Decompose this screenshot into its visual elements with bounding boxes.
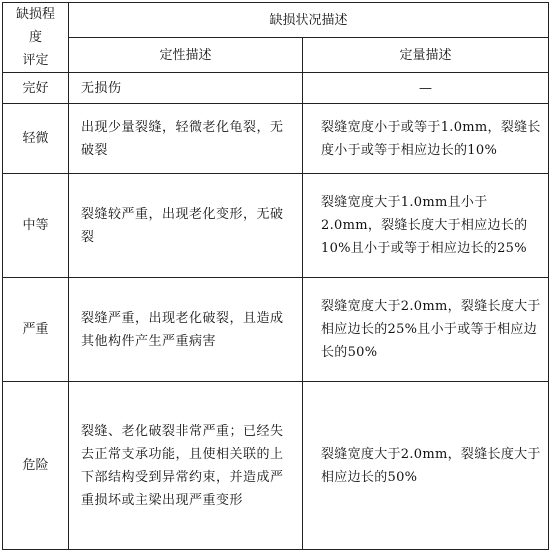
- header-grade-line2: 评定: [22, 53, 49, 68]
- header-row-top: [3, 3, 549, 38]
- grade-cell: 严重: [3, 278, 69, 382]
- quantitative-cell: 裂缝宽度大于1.0mm且小于2.0mm，裂缝长度大于相应边长的10%且小于或等于相应边长的25%: [303, 174, 549, 278]
- table-row: [3, 73, 549, 104]
- table-row: [3, 104, 549, 174]
- grade-cell: 轻微: [3, 104, 69, 174]
- table-row: [3, 382, 549, 550]
- qualitative-cell: 裂缝严重，出现老化破裂，且造成其他构件产生严重病害: [69, 278, 303, 382]
- header-description-group: 缺损状况描述: [69, 3, 549, 38]
- grade-cell: 危险: [3, 382, 69, 550]
- qualitative-cell: 无损伤: [69, 73, 303, 104]
- damage-grade-table: [2, 2, 549, 550]
- grade-cell: 中等: [3, 174, 69, 278]
- quantitative-cell: 裂缝宽度小于或等于1.0mm，裂缝长度小于或等于相应边长的10%: [303, 104, 549, 174]
- table-row: [3, 278, 549, 382]
- qualitative-cell: 裂缝较严重，出现老化变形，无破裂: [69, 174, 303, 278]
- quantitative-cell: 裂缝宽度大于2.0mm，裂缝长度大于相应边长的25%且小于或等于相应边长的50%: [303, 278, 549, 382]
- header-grade-cell: [3, 3, 69, 73]
- grade-cell: 完好: [3, 73, 69, 104]
- quantitative-cell: —: [303, 73, 549, 104]
- qualitative-cell: 裂缝、老化破裂非常严重；已经失去正常支承功能，且使相关联的上下部结构受到异常约束，并造成严重损坏或主梁出现严重变形: [69, 382, 303, 550]
- qualitative-cell: 出现少量裂缝，轻微老化龟裂，无破裂: [69, 104, 303, 174]
- header-quantitative: 定量描述: [303, 38, 549, 73]
- quantitative-cell: 裂缝宽度大于2.0mm，裂缝长度大于相应边长的50%: [303, 382, 549, 550]
- header-grade-line1: 缺损程度: [15, 7, 55, 45]
- header-qualitative: 定性描述: [69, 38, 303, 73]
- header-row-bottom: [3, 38, 549, 73]
- table-row: [3, 174, 549, 278]
